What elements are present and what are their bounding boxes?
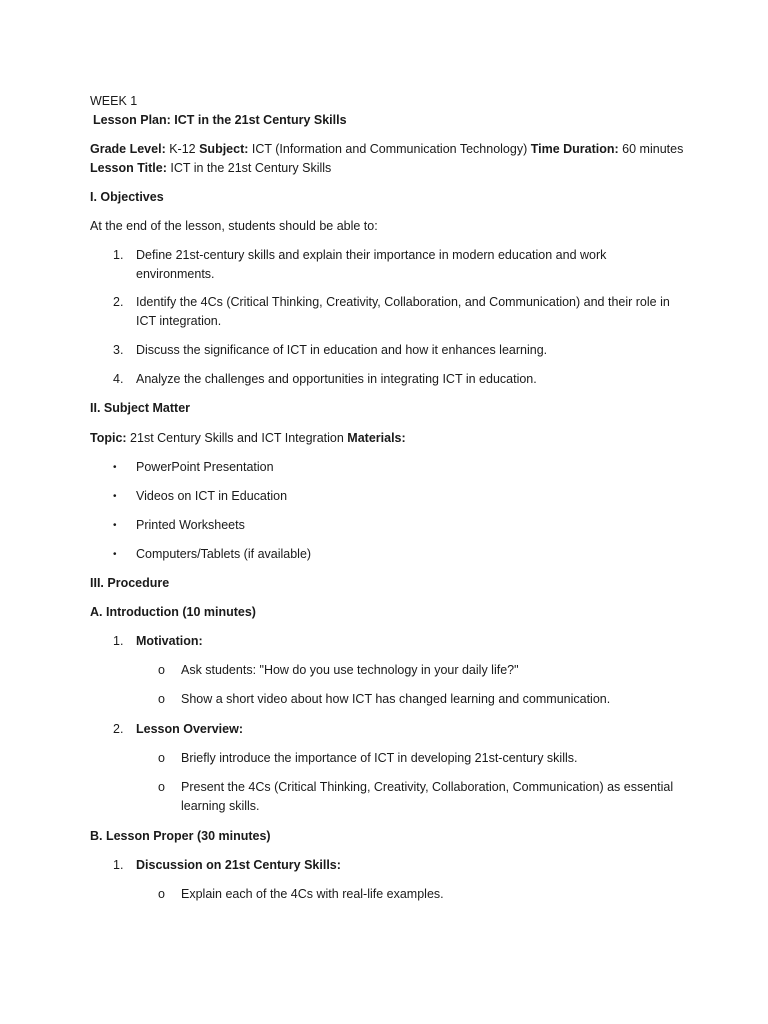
circle-bullet-icon: o [158, 751, 165, 765]
introduction-heading: A. Introduction (10 minutes) [90, 605, 256, 619]
objective-item [113, 370, 537, 389]
sub-item-text: Ask students: "How do you use technology in your daily life?" [181, 663, 519, 677]
objective-text: Identify the 4Cs (Critical Thinking, Creativity, Collaboration, and Communication) and their role in [136, 295, 670, 309]
material-text: Computers/Tablets (if available) [136, 547, 312, 561]
step-label: Discussion on 21st Century Skills: [136, 858, 341, 872]
step-number: 2. [113, 722, 124, 736]
subject-label: Subject: [199, 142, 249, 156]
sub-item-text: Briefly introduce the importance of ICT in developing 21st-century skills. [181, 751, 578, 765]
step-number: 1. [113, 634, 124, 648]
step-label: Motivation: [136, 634, 203, 648]
topic-line [90, 429, 406, 448]
sub-item-text: Explain each of the 4Cs with real-life examples. [181, 887, 444, 901]
bullet-icon: • [113, 491, 117, 502]
procedure-step [113, 632, 203, 651]
material-text: Printed Worksheets [136, 518, 245, 532]
objective-item [113, 293, 670, 328]
step-number: 1. [113, 858, 124, 872]
objective-number: 3. [113, 343, 124, 357]
bullet-icon: • [113, 549, 117, 560]
objective-text-cont: environments. [136, 267, 215, 281]
material-text: PowerPoint Presentation [136, 460, 274, 474]
objective-item [113, 246, 607, 281]
bullet-icon: • [113, 462, 117, 473]
procedure-step [113, 856, 341, 875]
objective-text-cont: ICT integration. [136, 314, 222, 328]
circle-bullet-icon: o [158, 887, 165, 901]
topic-label: Topic: [90, 431, 127, 445]
topic-value: 21st Century Skills and ICT Integration [126, 431, 348, 445]
subject-matter-heading: II. Subject Matter [90, 401, 191, 415]
step-label: Lesson Overview: [136, 722, 243, 736]
objective-text: Discuss the significance of ICT in education and how it enhances learning. [136, 343, 548, 357]
material-text: Videos on ICT in Education [136, 489, 288, 503]
grade-level-value: K-12 [165, 142, 200, 156]
lesson-plan-title: Lesson Plan: ICT in the 21st Century Skills [93, 113, 347, 127]
materials-label: Materials: [347, 431, 406, 445]
objectives-heading: I. Objectives [90, 190, 164, 204]
procedure-step [113, 720, 243, 739]
objective-item [113, 341, 548, 360]
objective-number: 4. [113, 372, 124, 386]
circle-bullet-icon: o [158, 663, 165, 677]
lesson-title-line [90, 159, 331, 178]
sub-item-text-cont: learning skills. [181, 799, 260, 813]
meta-line [90, 140, 683, 159]
circle-bullet-icon: o [158, 692, 165, 706]
bullet-icon: • [113, 520, 117, 531]
circle-bullet-icon: o [158, 780, 165, 794]
lesson-title-label: Lesson Title: [90, 161, 167, 175]
lesson-proper-heading: B. Lesson Proper (30 minutes) [90, 829, 271, 843]
lesson-title-value: ICT in the 21st Century Skills [166, 161, 332, 175]
objective-text: Analyze the challenges and opportunities in integrating ICT in education. [136, 372, 537, 386]
objective-number: 2. [113, 295, 124, 309]
subject-value: ICT (Information and Communication Technology) [248, 142, 531, 156]
time-duration-label: Time Duration: [530, 142, 619, 156]
sub-item-text: Show a short video about how ICT has changed learning and communication. [181, 692, 611, 706]
procedure-heading: III. Procedure [90, 576, 170, 590]
objectives-intro: At the end of the lesson, students should be able to: [90, 219, 378, 233]
objective-number: 1. [113, 248, 124, 262]
objective-text: Define 21st-century skills and explain their importance in modern education and work [136, 248, 607, 262]
grade-level-label: Grade Level: [90, 142, 166, 156]
time-duration-value: 60 minutes [618, 142, 684, 156]
sub-item-text: Present the 4Cs (Critical Thinking, Creativity, Collaboration, Communication) as essential [181, 780, 674, 794]
week-label: WEEK 1 [90, 94, 138, 108]
